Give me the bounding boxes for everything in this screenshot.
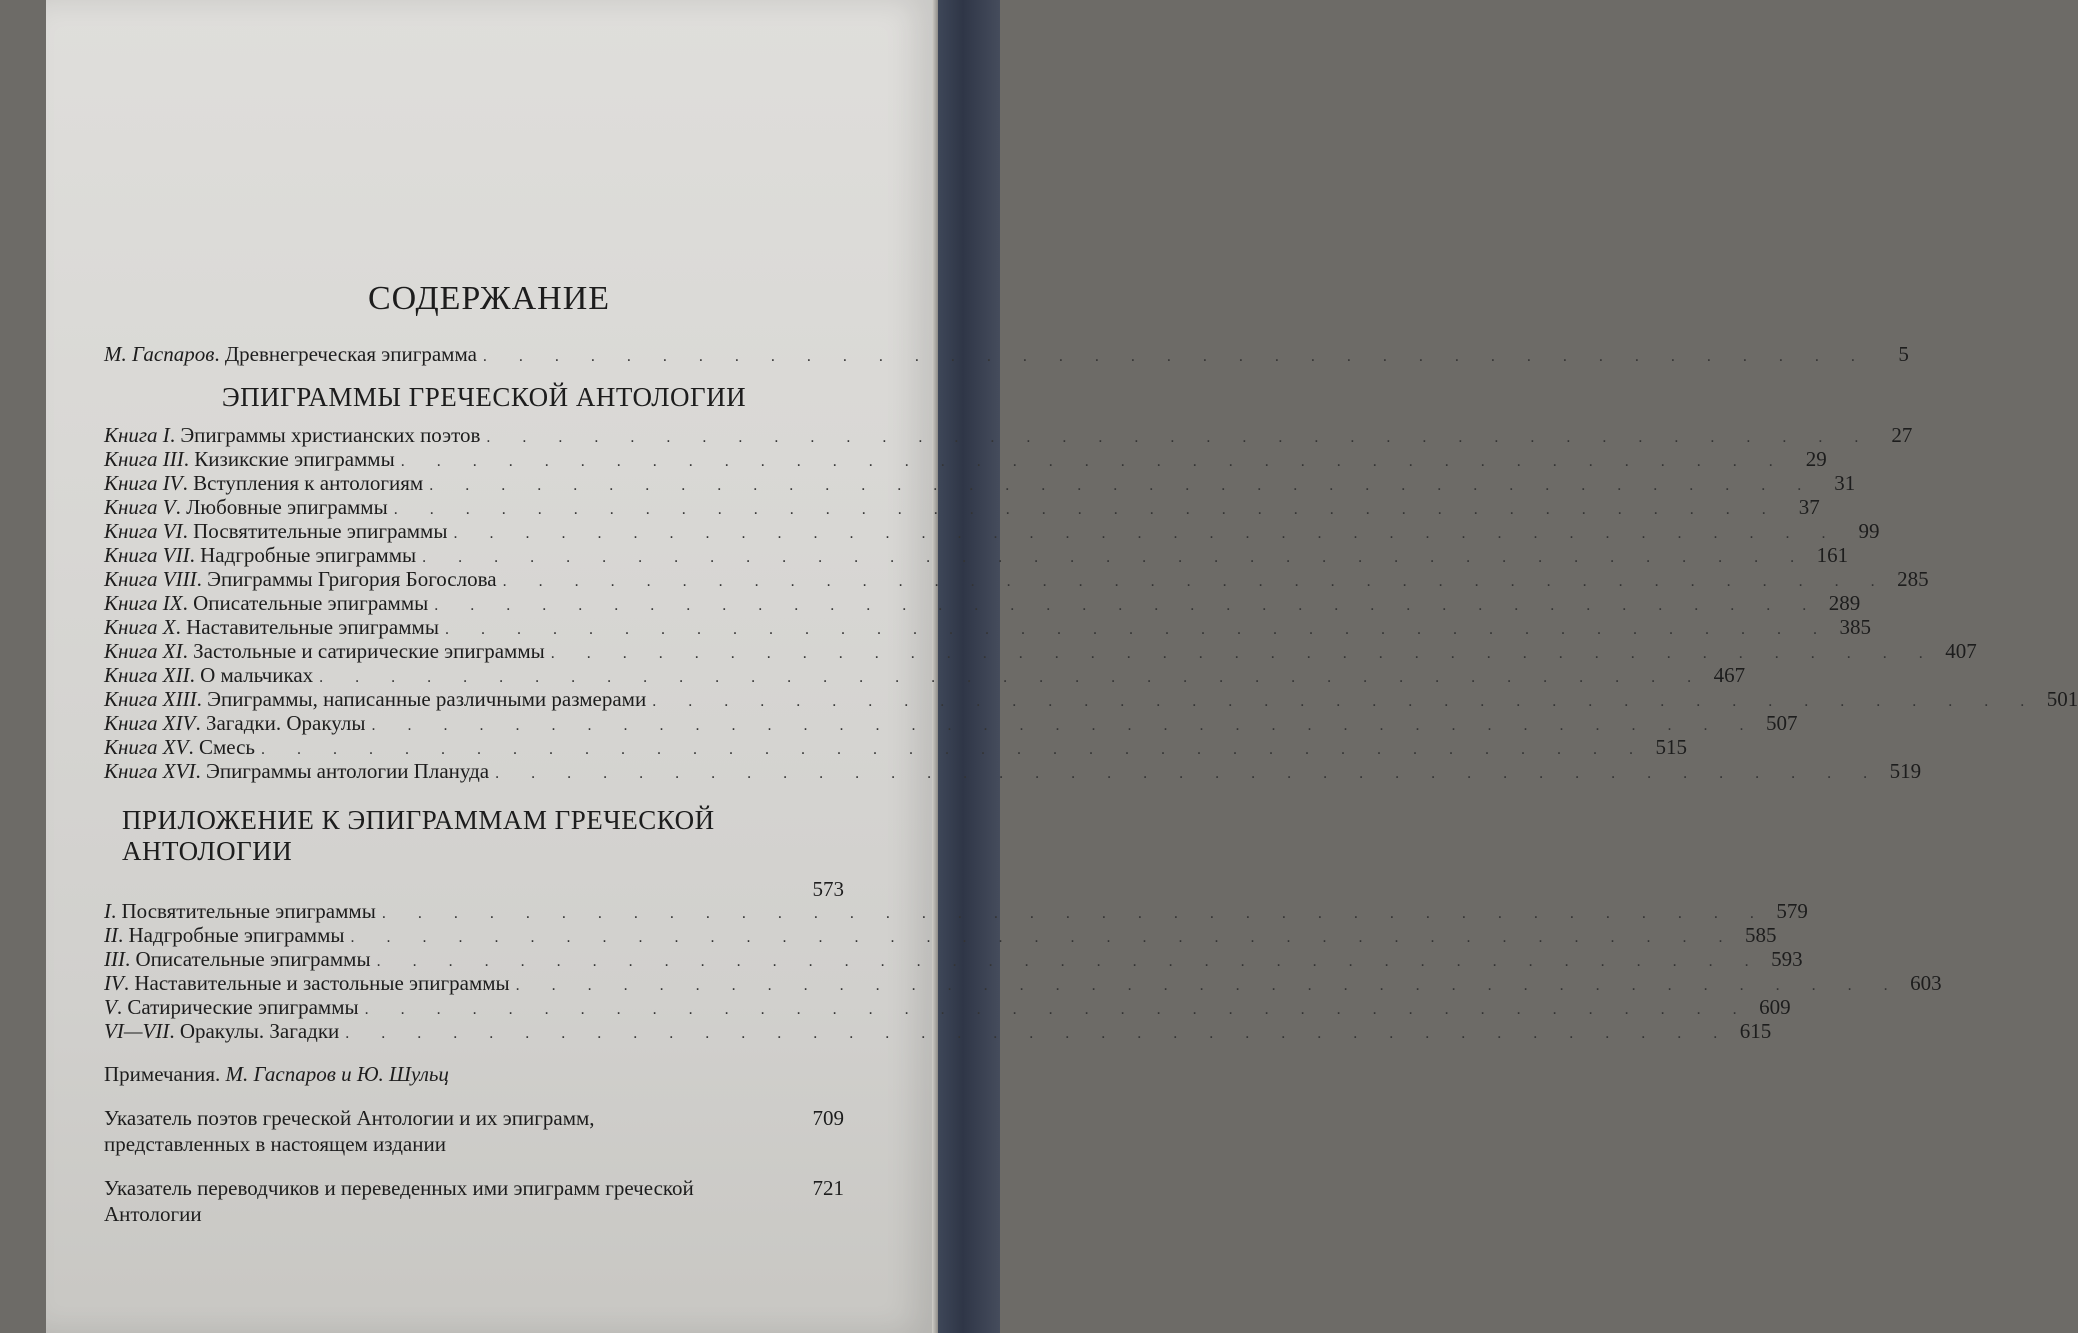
entry-title: . Смесь (188, 735, 256, 759)
dot-leader: . . . . . . . . . . . . . . . . . . . . . . . . . . . . . . . . . . . . . . . (345, 1025, 1732, 1042)
dot-leader: . . . . . . . . . . . . . . . . . . . . . . . . . . . . . . . . . . . . . . . (482, 348, 1869, 365)
book-page (46, 0, 2078, 1333)
book-number: Книга XII (104, 663, 190, 687)
book-number: Книга III (104, 447, 184, 471)
dot-leader: . . . . . . . . . . . . . . . . . . . . . . . . . . . . . . . . . . . . . . . (371, 717, 1758, 734)
toc-entry (104, 1019, 1772, 1043)
toc-entry (104, 471, 1856, 495)
toc-index-poets-entry (104, 1105, 844, 1157)
entry-title: . Любовные эпиграммы (175, 495, 388, 519)
intro-page: 5 (1898, 342, 1909, 366)
entry-page: 285 (1897, 567, 1929, 591)
entry-page: 407 (1945, 639, 1977, 663)
dot-leader: . . . . . . . . . . . . . . . . . . . . . . . . . . . . . . . . . . . . . . . (550, 645, 1937, 662)
toc-entry (104, 639, 1977, 663)
dot-leader: . . . . . . . . . . . . . . . . . . . . . . . . . . . . . . . . . . . . . . . (400, 453, 1787, 470)
toc-entry (104, 923, 1777, 947)
toc-entry (104, 423, 1913, 447)
toc-index-translators-entry (104, 1175, 844, 1227)
entry-title: . Оракулы. Загадки (169, 1019, 340, 1043)
entry-title: . Сатирические эпиграммы (116, 995, 359, 1019)
entry-title: . Описательные эпиграммы (182, 591, 429, 615)
entry-page: 385 (1839, 615, 1871, 639)
entry-page: 289 (1828, 591, 1861, 615)
toc-notes-entry (104, 1061, 844, 1087)
entry-page: 99 (1858, 519, 1880, 543)
appendix-number: IV (104, 971, 124, 995)
dot-leader: . . . . . . . . . . . . . . . . . . . . . . . . . . . . . . . . . . . . . . . (502, 573, 1889, 590)
toc-entry (104, 615, 1871, 639)
toc-entry (104, 495, 1820, 519)
book-number: Книга IV (104, 471, 183, 495)
toc-entry (104, 759, 1922, 783)
dot-leader: . . . . . . . . . . . . . . . . . . . . . . . . . . . . . . . . . . . . . . . (495, 765, 1882, 782)
book-number: Книга I (104, 423, 170, 447)
entry-page: 507 (1765, 711, 1798, 735)
toc-entry (104, 519, 1880, 543)
book-number: Книга IX (104, 591, 183, 615)
entry-title: . Наставительные эпиграммы (175, 615, 439, 639)
toc-intro-entry (104, 336, 1909, 372)
entry-page: 37 (1798, 495, 1820, 519)
entry-page: 615 (1739, 1019, 1772, 1043)
dot-leader: . . . . . . . . . . . . . . . . . . . . . . . . . . . . . . . . . . . . . . . (364, 1001, 1751, 1018)
entry-title: . Посвятительные эпиграммы (182, 519, 448, 543)
dot-leader: . . . . . . . . . . . . . . . . . . . . . . . . . . . . . . . . . . . . . . . (381, 905, 1768, 922)
book-number: Книга XIII (104, 687, 197, 711)
toc-entry (104, 995, 1791, 1019)
dot-leader: . . . . . . . . . . . . . . . . . . . . . . . . . . . . . . . . . . . . . . . (486, 429, 1873, 446)
toc-entry (104, 971, 1942, 995)
appendix-heading-page: 573 (812, 877, 844, 901)
entry-page: 519 (1889, 759, 1922, 783)
appendix-heading-page-row (104, 877, 844, 899)
index-translators-page: 721 (812, 1176, 844, 1200)
entry-title: . Эпиграммы, написанные различными размерами (196, 687, 647, 711)
entry-title: . Наставительные и застольные эпиграммы (123, 971, 510, 995)
book-number: Книга VII (104, 543, 190, 567)
book-number: Книга VI (104, 519, 183, 543)
toc-entry (104, 735, 1688, 759)
appendix-number: I (104, 899, 111, 923)
dot-leader: . . . . . . . . . . . . . . . . . . . . . . . . . . . . . . . . . . . . . . . (319, 669, 1706, 686)
section-heading-anthology: ЭПИГРАММЫ ГРЕЧЕСКОЙ АНТОЛОГИИ (221, 382, 747, 412)
index-poets-title: Указатель поэтов греческой Антологии и их эпиграмм, представленных в настоящем издании (104, 1106, 595, 1156)
appendix-list (104, 899, 1942, 1043)
dot-leader: . . . . . . . . . . . . . . . . . . . . . . . . . . . . . . . . . . . . . . . (393, 501, 1780, 518)
notes-authors: М. Гаспаров и Ю. Шульц (225, 1062, 449, 1086)
entry-page: 585 (1745, 923, 1777, 947)
section-heading-appendix: ПРИЛОЖЕНИЕ К ЭПИГРАММАМ ГРЕЧЕСКОЙ АНТОЛОГИИ (122, 805, 715, 866)
dot-leader: . . . . . . . . . . . . . . . . . . . . . . . . . . . . . . . . . . . . . . . (444, 621, 1831, 638)
dot-leader: . . . . . . . . . . . . . . . . . . . . . . . . . . . . . . . . . . . . . . . (350, 929, 1737, 946)
entry-page: 29 (1805, 447, 1827, 471)
toc-entry (104, 447, 1827, 471)
toc-entry (104, 687, 2078, 711)
toc-entry (104, 567, 1929, 591)
dot-leader: . . . . . . . . . . . . . . . . . . . . . . . . . . . . . . . . . . . . . . . (434, 597, 1821, 614)
dot-leader: . . . . . . . . . . . . . . . . . . . . . . . . . . . . . . . . . . . . . . . (652, 693, 2039, 710)
dot-leader: . . . . . . . . . . . . . . . . . . . . . . . . . . . . . . . . . . . . . . . (453, 525, 1840, 542)
appendix-number: III (104, 947, 125, 971)
entry-page: 593 (1771, 947, 1803, 971)
entry-title: . Застольные и сатирические эпиграммы (182, 639, 545, 663)
entry-page: 515 (1655, 735, 1688, 759)
index-poets-page: 709 (812, 1106, 844, 1130)
entry-page: 31 (1834, 471, 1856, 495)
entry-title: . Эпиграммы антологии Планудa (195, 759, 490, 783)
entry-page: 609 (1759, 995, 1791, 1019)
entry-title: . О мальчиках (189, 663, 314, 687)
entry-page: 603 (1910, 971, 1942, 995)
entry-page: 27 (1891, 423, 1913, 447)
toc-entry (104, 663, 1746, 687)
book-number: Книга X (104, 615, 176, 639)
dot-leader: . . . . . . . . . . . . . . . . . . . . . . . . . . . . . . . . . . . . . . . (261, 741, 1648, 758)
dot-leader: . . . . . . . . . . . . . . . . . . . . . . . . . . . . . . . . . . . . . . . (422, 549, 1809, 566)
intro-title: . Древнегреческая эпиграмма (214, 342, 477, 366)
entry-title: . Эпиграммы Григория Богослова (196, 567, 497, 591)
entry-title: . Описательные эпиграммы (124, 947, 371, 971)
anthology-list (104, 423, 2078, 783)
toc-entry (104, 947, 1803, 971)
book-number: Книга VIII (104, 567, 197, 591)
entry-title: . Надгробные эпиграммы (189, 543, 417, 567)
entry-page: 501 (2046, 687, 2078, 711)
book-number: Книга V (104, 495, 176, 519)
book-number: Книга XVI (104, 759, 196, 783)
entry-page: 467 (1713, 663, 1746, 687)
table-of-contents (104, 280, 2078, 1227)
toc-entry (104, 591, 1861, 615)
entry-title: . Кизикские эпиграммы (183, 447, 395, 471)
dot-leader: . . . . . . . . . . . . . . . . . . . . . . . . . . . . . . . . . . . . . . . (429, 477, 1816, 494)
toc-entry (104, 899, 1808, 923)
entry-title: . Эпиграммы христианских поэтов (169, 423, 481, 447)
dot-leader: . . . . . . . . . . . . . . . . . . . . . . . . . . . . . . . . . . . . . . . (376, 953, 1763, 970)
appendix-number: II (104, 923, 118, 947)
book-number: Книга XV (104, 735, 189, 759)
appendix-number: VI—VII (104, 1019, 170, 1043)
index-translators-title: Указатель переводчиков и переведенных ими эпиграмм греческой Антологии (104, 1176, 694, 1226)
book-number: Книга XI (104, 639, 183, 663)
entry-title: . Посвятительные эпиграммы (111, 899, 376, 923)
dot-leader: . . . . . . . . . . . . . . . . . . . . . . . . . . . . . . . . . . . . . . . (515, 977, 1902, 994)
appendix-number: V (104, 995, 117, 1019)
entry-page: 161 (1816, 543, 1849, 567)
entry-title: . Загадки. Оракулы (195, 711, 366, 735)
notes-label: Примечания. (104, 1062, 221, 1086)
book-number: Книга XIV (104, 711, 196, 735)
entry-title: . Вступления к антологиям (182, 471, 424, 495)
toc-entry (104, 711, 1798, 735)
entry-title: . Надгробные эпиграммы (118, 923, 345, 947)
intro-author: М. Гаспаров (104, 342, 215, 366)
toc-entry (104, 543, 1849, 567)
contents-title: СОДЕРЖАНИЕ (367, 280, 611, 317)
entry-page: 579 (1776, 899, 1808, 923)
